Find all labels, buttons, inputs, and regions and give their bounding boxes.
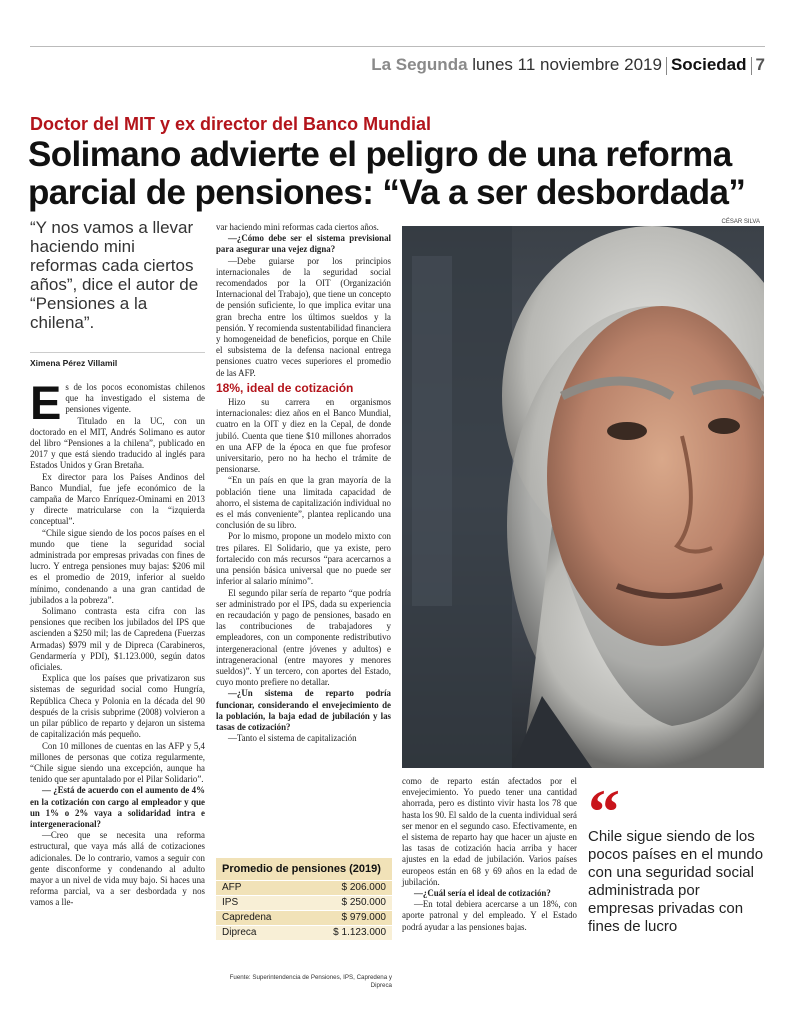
quote-mark-icon: “ <box>588 776 620 847</box>
paragraph <box>30 376 205 429</box>
paragraph: Explica que los países que privatizaron sus sistemas de seguridad social como Hungría, República Checa y Polonia en la década del 90 después de la crisis subprime (2008) volvieron a un pilar público de reparto y dejaron un sistema de capitalización más pequeño. <box>30 673 205 740</box>
paragraph: —Tanto el sistema de capitalización <box>228 733 357 744</box>
pensions-table <box>216 858 392 940</box>
paragraph: var haciendo mini reformas cada ciertos años. <box>216 222 379 232</box>
paragraph: Por lo mismo, propone un modelo mixto con tres pilares. El Solidario, que ya existe, pero fortalecido con más recursos “para acercarnos a una pensión básica universal que no puede ser inferior al salario mínimo”. <box>216 531 391 587</box>
paragraph-text: s de los pocos economistas chilenos que ha investigado el sistema de pensiones vigente. <box>65 382 205 415</box>
portrait-photo <box>402 226 764 768</box>
lead-quote: “Y nos vamos a llevar haciendo mini reformas cada ciertos años”, dice el autor de “Pensiones a la chilena”. <box>30 218 199 332</box>
table-title: Promedio de pensiones (2019) <box>222 863 381 875</box>
subheading: 18%, ideal de cotización <box>216 380 354 395</box>
table-body <box>216 880 392 940</box>
headline: Solimano advierte el peligro de una reforma parcial de pensiones: “Va a ser desbordada” <box>28 135 746 212</box>
newspaper-name: La Segunda <box>371 55 468 74</box>
paragraph: Solimano contrasta esta cifra con las pensiones que reciben los jubilados del IPS que ascienden a $250 mil; las de Capredena (Fuerzas Armadas) $979 mil y de Dipreca (Carabineros, Gendarmería y PDI), $1.123.000, según datos oficiales. <box>30 606 205 673</box>
row-label: IPS <box>222 897 239 908</box>
header-separator <box>751 57 752 75</box>
page-header <box>30 52 765 78</box>
article-column-3 <box>402 776 577 933</box>
interview-question: —¿Cómo debe ser el sistema previsional para asegurar una vejez digna? <box>216 233 391 255</box>
row-value: $ 250.000 <box>341 897 386 908</box>
paragraph: El segundo pilar sería de reparto “que podría ser administrado por el IPS, dada su experiencia en recaudación y pago de pensiones, basado en las contribuciones de trabajadores y empleadores, con un componente redistributivo intergeneracional (entre jóvenes y adultos) e intrageneracional (entre mayores y menores sueldos)”. Y un tercero, con aportes del Estado, cuyo monto prefiere no detallar. <box>216 587 391 688</box>
paragraph: “Chile sigue siendo de los pocos países en el mundo que tiene la seguridad social administrada por empresas privadas con fines de lucro. Y entrega pensiones muy bajas: $206 mil es el promedio de 2019, inferior al sueldo mínimo, condenando a una gran cantidad de jubilados a la pobreza”. <box>30 527 205 605</box>
row-value: $ 979.000 <box>341 912 386 923</box>
paragraph: Hizo su carrera en organismos internacionales: diez años en el Banco Mundial, cuatro en la OIT y diez en la Cepal, de donde jubiló. Cuenta que tiene $10 millones ahorrados en una AFP de la época en que fue profesor universitario, pero no ha hecho el trámite de pensionarse. <box>216 397 391 475</box>
table-row <box>216 880 392 895</box>
row-label: AFP <box>222 882 242 893</box>
interview-question: —¿Un sistema de reparto podría funcionar, considerando el envejecimiento de la población, la baja edad de jubilación y las tasas de cotización? <box>216 688 391 732</box>
table-row <box>216 925 392 940</box>
article-column-1 <box>30 376 205 909</box>
paragraph: como de reparto están afectados por el envejecimiento. Yo puedo tener una cantidad ahorrada, pero es distinto vivir hasta los 78 que hasta los 90. El saldo de la cuenta individual será ser menor en el segundo caso. Efectivamente, en el sistema de reparto hay que hacer un ajuste en las tasas de cotización hacia arriba y hacer ajustes en la edad de jubilación. Varios países europeos están en 68 y 69 años en la edad de jubilación. <box>402 776 577 887</box>
issue-date: lunes 11 noviembre 2019 <box>472 55 662 74</box>
table-source: Fuente: Superintendencia de Pensiones, IPS, Capredena y Dipreca <box>229 974 392 989</box>
row-value: $ 206.000 <box>341 882 386 893</box>
header-separator <box>666 57 667 75</box>
row-label: Dipreca <box>222 927 257 938</box>
table-row <box>216 910 392 925</box>
paragraph: —Creo que se necesita una reforma estructural, que vaya más allá de cotizaciones adicionales. De lo contrario, vamos a seguir con gente disconforme y condenando al adulto mayor a un nivel de vida muy bajo. Si haces una reforma parcial, va a ser desbordada y nos vamos a lle- <box>30 830 205 908</box>
interview-question: — ¿Está de acuerdo con el aumento de 4% en la cotización con cargo al empleador y que un 1% o 2% vaya a solidaridad intra e intergeneracional? <box>30 785 205 829</box>
portrait-illustration <box>402 226 764 768</box>
photo-credit: CÉSAR SILVA <box>721 219 760 225</box>
kicker: Doctor del MIT y ex director del Banco Mundial <box>30 114 432 134</box>
paragraph: —En total debiera acercarse a un 18%, con aporte patronal y del empleado. Y el Estado podrá ayudar a las pensiones bajas. <box>402 899 577 932</box>
dropcap: E <box>30 376 62 429</box>
interview-question: —¿Cuál sería el ideal de cotización? <box>414 888 551 899</box>
paragraph: Ex director para los Países Andinos del Banco Mundial, fue jefe económico de la campaña de Marco Enríquez-Ominami en 2013 y directe matricularse con la “izquierda conceptual”. <box>30 471 205 527</box>
byline: Ximena Pérez Villamil <box>30 358 118 368</box>
article-column-2 <box>216 222 391 744</box>
pull-quote: Chile sigue siendo de los pocos países en el mundo con una seguridad social administrada por empresas privadas con fines de lucro <box>588 828 764 935</box>
paragraph: —Debe guiarse por los principios internacionales de la seguridad social recomendados por la OIT (Organización Internacional del Trabajo), que tiene un concepto de pensión suficiente, lo que implica evitar una gran brecha entre los últimos sueldos y la pensión. Y recomienda sustentabilidad financiera y homogeneidad de beneficios, porque en Chile el subsistema de la defensa nacional entrega pensiones cuatro veces superiores el promedio de las AFP. <box>216 255 391 378</box>
row-value: $ 1.123.000 <box>333 927 386 938</box>
row-label: Capredena <box>222 912 272 923</box>
byline-rule <box>30 352 205 353</box>
paragraph: Titulado en la UC, con un doctorado en el MIT, Andrés Solimano es autor del libro “Pensiones a la chilena”, publicado en 2017 y que está siendo traducido al inglés para Estados Unidos y Gran Bretaña. <box>30 415 205 471</box>
paragraph: “En un país en que la gran mayoría de la población tiene una limitada capacidad de ahorro, el sistema de capitalización individual no es el más conveniente”, plantea replicando una conclusión de su libro. <box>216 475 391 531</box>
header-rule <box>30 46 765 47</box>
paragraph: Con 10 millones de cuentas en las AFP y 5,4 millones de personas que cotiza regularmente, “Chile sigue siendo una excepción, aunque ha tenido que ser apuntalado por el Pilar Solidario”. <box>30 740 205 785</box>
table-row <box>216 895 392 910</box>
page-number: 7 <box>755 55 765 74</box>
section-name: Sociedad <box>670 55 747 74</box>
